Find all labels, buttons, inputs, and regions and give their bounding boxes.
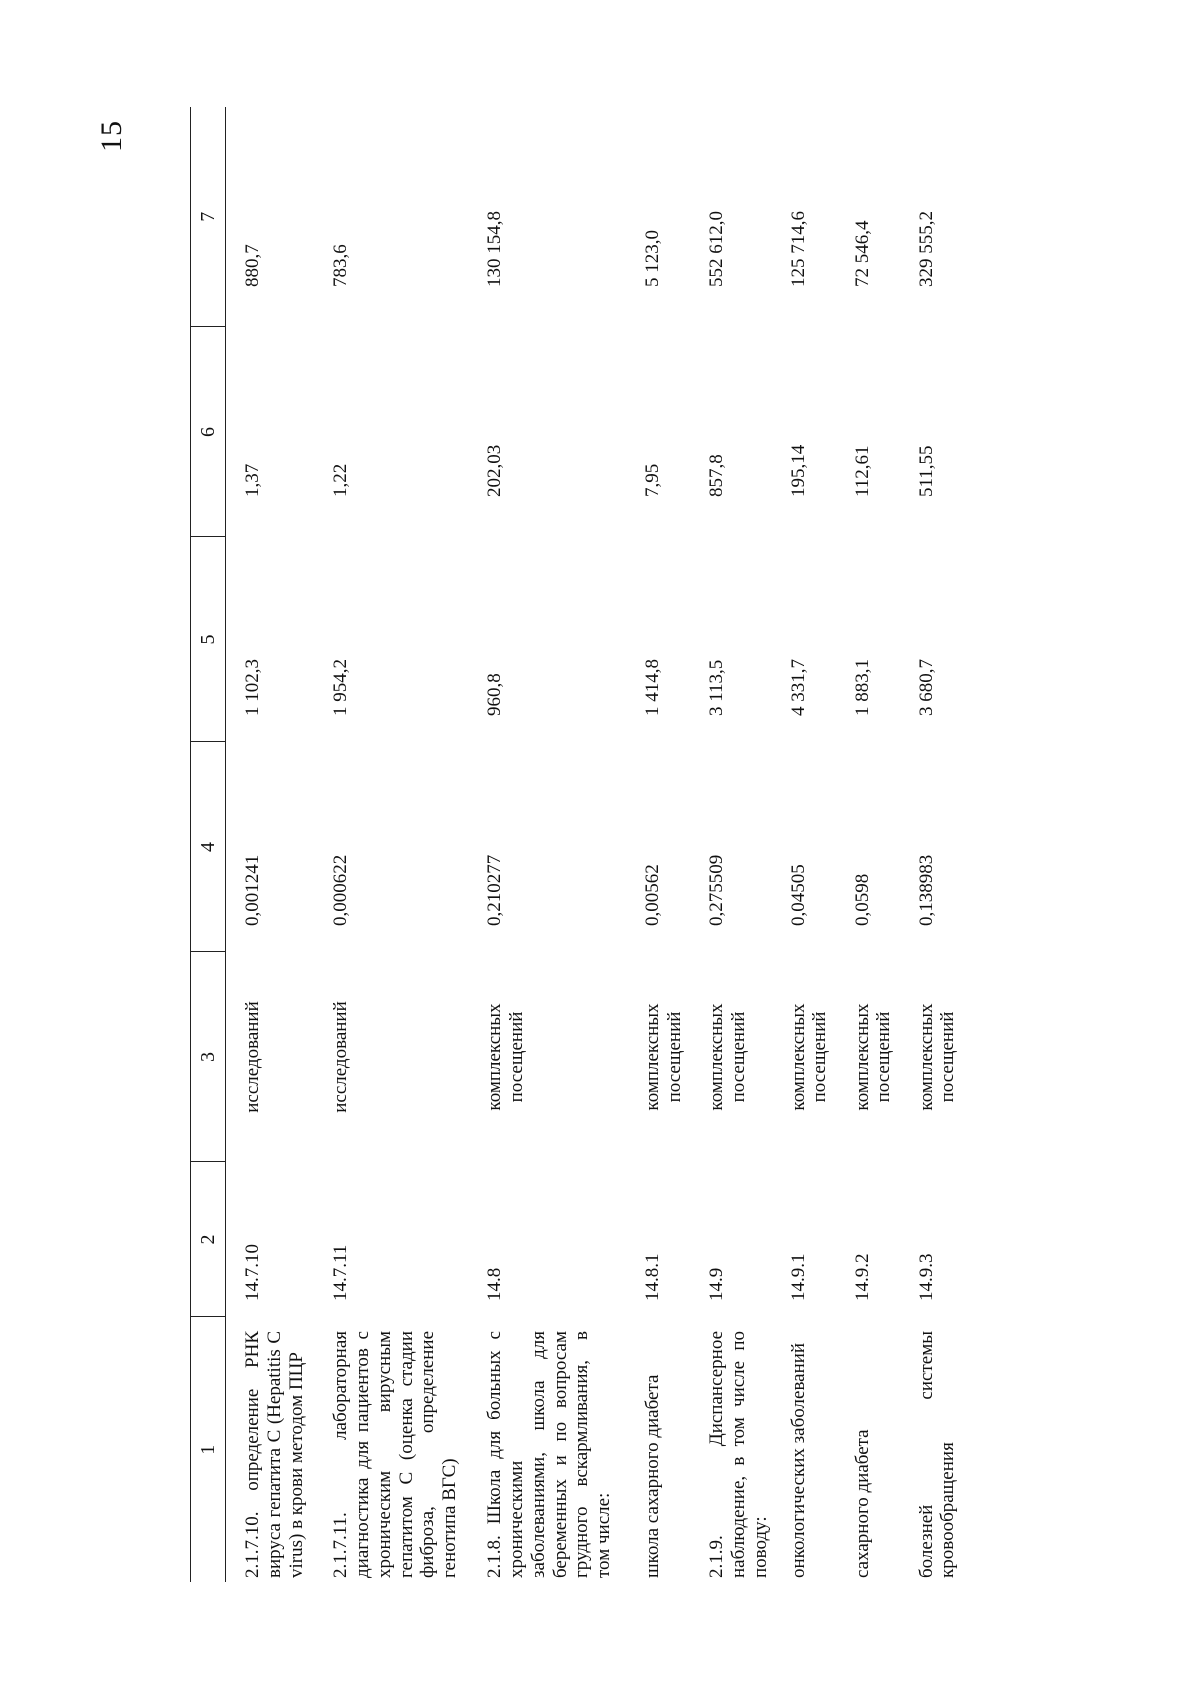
data-table: [190, 107, 964, 1582]
table-row: [690, 107, 772, 1582]
row-code-cell: 14.7.10: [242, 1244, 263, 1301]
table-header-row: [191, 107, 226, 1582]
row-col5-cell: 4 331,7: [787, 659, 809, 716]
row-col4-cell: 0,000622: [330, 854, 351, 926]
row-unit-cell: исследований: [242, 1001, 263, 1113]
row-name-cell: онкологических заболеваний: [787, 1342, 809, 1578]
row-col6-cell: 1,37: [242, 463, 263, 497]
table-row: [468, 107, 626, 1582]
row-unit-cell: комплексных посещений: [642, 1003, 685, 1111]
table-row: [226, 107, 315, 1582]
row-col7-cell: 5 123,0: [642, 230, 663, 287]
row-code-cell: 14.9.2: [851, 1253, 873, 1301]
row-col6-cell: 202,03: [484, 444, 505, 497]
row-col5-cell: 1 102,3: [242, 659, 263, 716]
column-header-1: 1: [191, 1317, 226, 1582]
row-unit-cell: комплексных посещений: [484, 1003, 527, 1111]
row-col7-cell: 329 555,2: [915, 211, 937, 287]
column-header-7: 7: [191, 107, 226, 327]
row-col4-cell: 0,210277: [484, 854, 505, 926]
column-header-4: 4: [191, 742, 226, 952]
row-col4-cell: 0,138983: [915, 854, 937, 926]
row-col5-cell: 3 113,5: [706, 659, 727, 716]
column-header-5: 5: [191, 537, 226, 742]
table-row: [900, 107, 964, 1582]
row-col7-cell: 130 154,8: [484, 211, 505, 287]
row-col7-cell: 125 714,6: [787, 211, 809, 287]
row-unit-cell: исследований: [330, 1001, 351, 1113]
row-col5-cell: 960,8: [484, 673, 505, 716]
column-header-2: 2: [191, 1162, 226, 1317]
row-name-cell: 2.1.7.11. лабораторная диагностика для пациентов с хроническим вирусным гепатитом С (оценка стадии фиброза, определение генотипа ВГС): [330, 1331, 461, 1578]
row-code-cell: 14.7.11: [330, 1244, 351, 1301]
row-code-cell: 14.9.1: [787, 1253, 809, 1301]
row-name-cell: 2.1.9. Диспансерное наблюдение, в том числе по поводу:: [706, 1331, 771, 1578]
row-col5-cell: 3 680,7: [915, 659, 937, 716]
row-name-cell: 2.1.7.10. определение РНК вируса гепатита С (Hepatitis С virus) в крови методом ПЦР: [242, 1331, 307, 1578]
row-col6-cell: 857,8: [706, 454, 727, 497]
row-col7-cell: 783,6: [330, 244, 351, 287]
row-col6-cell: 112,61: [851, 445, 873, 497]
row-name-cell: школа сахарного диабета: [642, 1374, 663, 1578]
row-name-cell: 2.1.8. Школа для больных с хроническими заболеваниями, школа для беременных и по вопросам грудного вскармливания, в том числе:: [484, 1331, 615, 1578]
row-unit-cell: комплексных посещений: [851, 1003, 895, 1111]
table-row: [626, 107, 690, 1582]
row-col6-cell: 195,14: [787, 444, 809, 497]
row-col5-cell: 1 414,8: [642, 659, 663, 716]
row-col6-cell: 1,22: [330, 463, 351, 497]
row-col4-cell: 0,04505: [787, 864, 809, 926]
row-name-cell: болезней системы кровообращения: [915, 1331, 959, 1578]
row-col7-cell: 552 612,0: [706, 211, 727, 287]
row-unit-cell: комплексных посещений: [706, 1003, 749, 1111]
row-code-cell: 14.9: [706, 1267, 727, 1301]
page-number: 15: [95, 120, 128, 152]
row-unit-cell: комплексных посещений: [915, 1003, 959, 1111]
row-unit-cell: комплексных посещений: [787, 1003, 831, 1111]
row-code-cell: 14.8: [484, 1267, 505, 1301]
row-col4-cell: 0,0598: [851, 873, 873, 926]
row-col4-cell: 0,00562: [642, 864, 663, 926]
table-row: [314, 107, 468, 1582]
row-col5-cell: 1 883,1: [851, 659, 873, 716]
row-code-cell: 14.9.3: [915, 1253, 937, 1301]
column-header-6: 6: [191, 327, 226, 537]
row-col6-cell: 511,55: [915, 445, 937, 497]
column-header-3: 3: [191, 952, 226, 1162]
table-row: [772, 107, 836, 1582]
row-col7-cell: 880,7: [242, 244, 263, 287]
row-col4-cell: 0,001241: [242, 854, 263, 926]
row-col4-cell: 0,275509: [706, 854, 727, 926]
row-name-cell: сахарного диабета: [851, 1429, 873, 1578]
table-row: [836, 107, 900, 1582]
row-col6-cell: 7,95: [642, 463, 663, 497]
row-col7-cell: 72 546,4: [851, 220, 873, 287]
row-code-cell: 14.8.1: [642, 1253, 663, 1301]
row-col5-cell: 1 954,2: [330, 659, 351, 716]
